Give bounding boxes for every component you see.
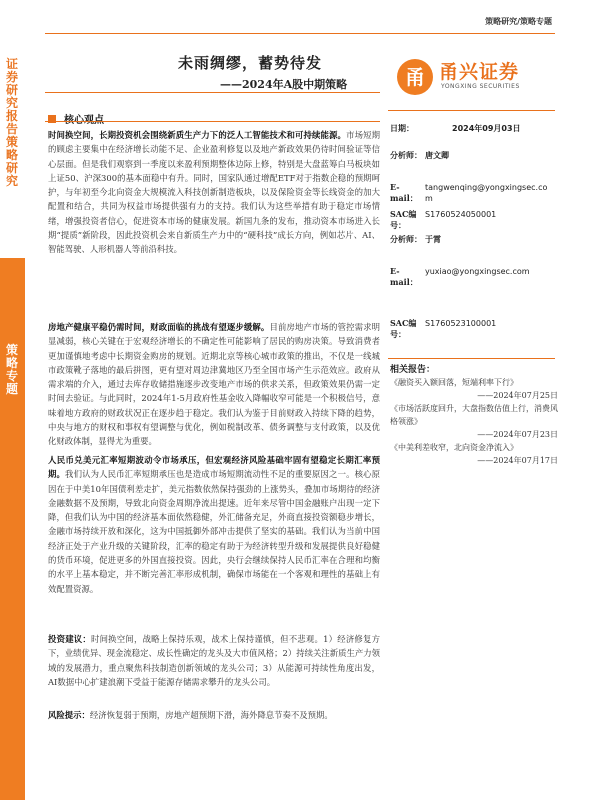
paragraph-lead: 房地产健康平稳仍需时间，财政面临的挑战有望逐步缓解。 (48, 322, 270, 332)
related-report-date: ——2024年07月25日 (477, 391, 558, 400)
related-report-title: 《中美利差收窄，北向资金净流入》 (390, 443, 518, 452)
report-subtitle: ——2024年A股中期策略 (220, 78, 348, 91)
paragraph-lead: 风险提示： (48, 710, 90, 720)
analyst-email[interactable]: tangwenqing@yongxingsec.com (425, 183, 548, 203)
analyst-2-email-row (390, 266, 553, 288)
sac-label: SAC编号： (390, 209, 417, 230)
logo-mark-icon: 甬 (397, 59, 433, 95)
paragraph-property (48, 320, 380, 449)
date-label: 日期： (390, 124, 414, 133)
paragraph-body: 经济恢复弱于预期，房地产超预期下滑，海外降息节奏不及预期。 (89, 710, 333, 720)
analyst-1-name-row (390, 150, 449, 161)
analyst-sac: S1760523100001 (425, 319, 497, 328)
related-report-date: ——2024年07月23日 (477, 430, 558, 439)
sidebar-top-label: 证券研究报告 策略研究 (6, 57, 19, 188)
analyst-2-sac-row (390, 318, 496, 340)
related-report-item[interactable] (390, 441, 558, 467)
title-divider (45, 92, 380, 93)
core-heading-label: 核心观点 (64, 115, 104, 126)
analyst-role-label: 分析师： (390, 234, 422, 244)
paragraph-risk (48, 708, 380, 722)
logo-name-cn: 甬兴证券 (439, 61, 520, 83)
sidebar-bottom-label: 策略专题 (6, 343, 19, 396)
paragraph-body: 我们认为人民币汇率短期承压也是造成市场短期流动性不足的重要原因之一。核心原因在于中美10年国债利差走扩，美元指数依然保持强劲的上涨势头，叠加市场期待的经济金融数据不及预期，导致北向资金周期净流出提速。近年来尽管中国金融账户出现一定下降，但我们认为中国的经济基本面依然稳健，外汇储备充足，外商直接投资额稳步增长，金融市场持续开放和深化，这为中国抵御外部冲击提供了坚实的基础。我们认为当前中国经济正处于产业升级的关键阶段，汇率的稳定有助于为经济转型升级和发展提供良好稳健的货币环境，促进更多的外国直接投资。因此，央行会继续保持人民币汇率在合理和均衡的水平上基本稳定，并不断完善汇率形成机制，确保市场能在一个客观和理性的基础上有效配置资源。 (48, 469, 381, 594)
analyst-name: 于霄 (425, 235, 441, 244)
sidebar-category (0, 258, 25, 800)
related-report-title: 《融资买入额回落，短端利率下行》 (390, 378, 518, 387)
related-heading: 相关报告： (390, 365, 436, 375)
paragraph-investment-advice (48, 632, 380, 689)
analyst-email[interactable]: yuxiao@yongxingsec.com (425, 267, 530, 276)
report-date (390, 123, 521, 134)
meta-divider (388, 110, 555, 111)
date-value: 2024年09月03日 (452, 124, 521, 133)
paragraph-body: 时间换空间，战略上保持乐观，战术上保持谨慎，但不悲观。1）经济修复方下，业绩优异、现金流稳定、成长性确定的龙头及大市值风格；2）持续关注新质生产力领域的发展潜力，重点聚焦科技制造创新领域的龙头公司；3）从能源可持续性角度出发，AI数据中心扩建浪潮下受益于能源存储需求攀升的龙头公司。 (48, 634, 380, 687)
analyst-name: 唐文卿 (425, 151, 449, 160)
logo-name-en: YONGXING SECURITIES (441, 83, 520, 90)
email-label: E-mail： (390, 266, 418, 287)
analyst-2-name-row (390, 234, 441, 245)
email-label: E-mail： (390, 182, 418, 203)
sac-label: SAC编号： (390, 318, 417, 339)
core-divider (45, 121, 380, 122)
paragraph-body: 目前房地产市场的管控需求明显减弱，核心关键在于宏观经济增长的不确定性可能影响了居民的购房决策。导致消费者更加谨慎地考虑中长期资金购房的规划。近期北京等核心城市政策的推出，不仅是一线城市政策靴子落地的最后拼图，更有望对周边津冀地区乃至全国市场产生示范效应。政府从需求端的介入，通过去库存收储措施逐步改变地产市场的供求关系，但政策效果仍需一定时间去验证。与此同时，2024年1-5月政府性基金收入降幅收窄可能是一个积极信号，意味着地方政府的财政状况正在逐步趋于稳定。我们认为鉴于目前财政入持续下降的趋势，中央与地方的财权和事权有望调整与优化，例如税制改革、债务调整与支付政策，以及优化财政体制，显得尤为重要。 (48, 322, 381, 447)
related-report-title: 《市场活跃度回升，大盘指数估值上行，消费风格领涨》 (390, 404, 558, 426)
paragraph-lead: 时间换空间，长期投资机会围绕新质生产力下的泛人工智能技术和可持续能源。 (48, 130, 347, 140)
sidebar-report-type (0, 0, 25, 258)
related-report-date: ——2024年07月17日 (477, 456, 558, 465)
report-category: 策略研究/策略专题 (485, 17, 552, 26)
paragraph-lead: 人民币兑美元汇率短期波动令市场承压，但宏观经济风险基础牢固有望稳定长期汇率预期。 (48, 455, 380, 480)
paragraph-body: 市场短期的顾虑主要集中在经济增长动能不足、企业盈利修复以及地产新政效果仍待时间验证等信心层面。但是我们观察到一季度以来盈利预期整体边际上修，特别是大盘蓝筹白马板块如上证50、沪深300的基本面稳中有升。同时，国家队通过增配ETF对于指数企稳的预期呵护，与年初至今北向资金大规模流入科技创新制造板块，以及保险资金等长线资金的加大配置和结合，共同为权益市场提供强有力的支持。我们认为这些举措有助于稳定市场情绪，增强投资者信心，促进资本市场的健康发展。新国九条的发布，推动资本市场进入长期“提质”新阶段，因此投资机会来自新质生产力中的“硬科技”成长方向，例如芯片、AI、智能驾驶、人形机器人等前沿科技。 (48, 130, 381, 255)
header-divider (45, 33, 555, 34)
paragraph-growth (48, 128, 380, 257)
analyst-1-sac-row (390, 209, 496, 231)
related-report-item[interactable] (390, 376, 558, 402)
analyst-sac: S1760524050001 (425, 210, 497, 219)
paragraph-lead: 投资建议： (48, 634, 91, 644)
report-title: 未雨绸缪，蓄势待发 (177, 54, 322, 72)
related-divider (388, 358, 555, 359)
company-logo (397, 57, 557, 97)
analyst-role-label: 分析师： (390, 150, 422, 160)
core-heading (48, 108, 380, 127)
related-report-item[interactable] (390, 402, 558, 441)
analyst-1-email-row (390, 182, 553, 204)
paragraph-fx (48, 453, 380, 596)
